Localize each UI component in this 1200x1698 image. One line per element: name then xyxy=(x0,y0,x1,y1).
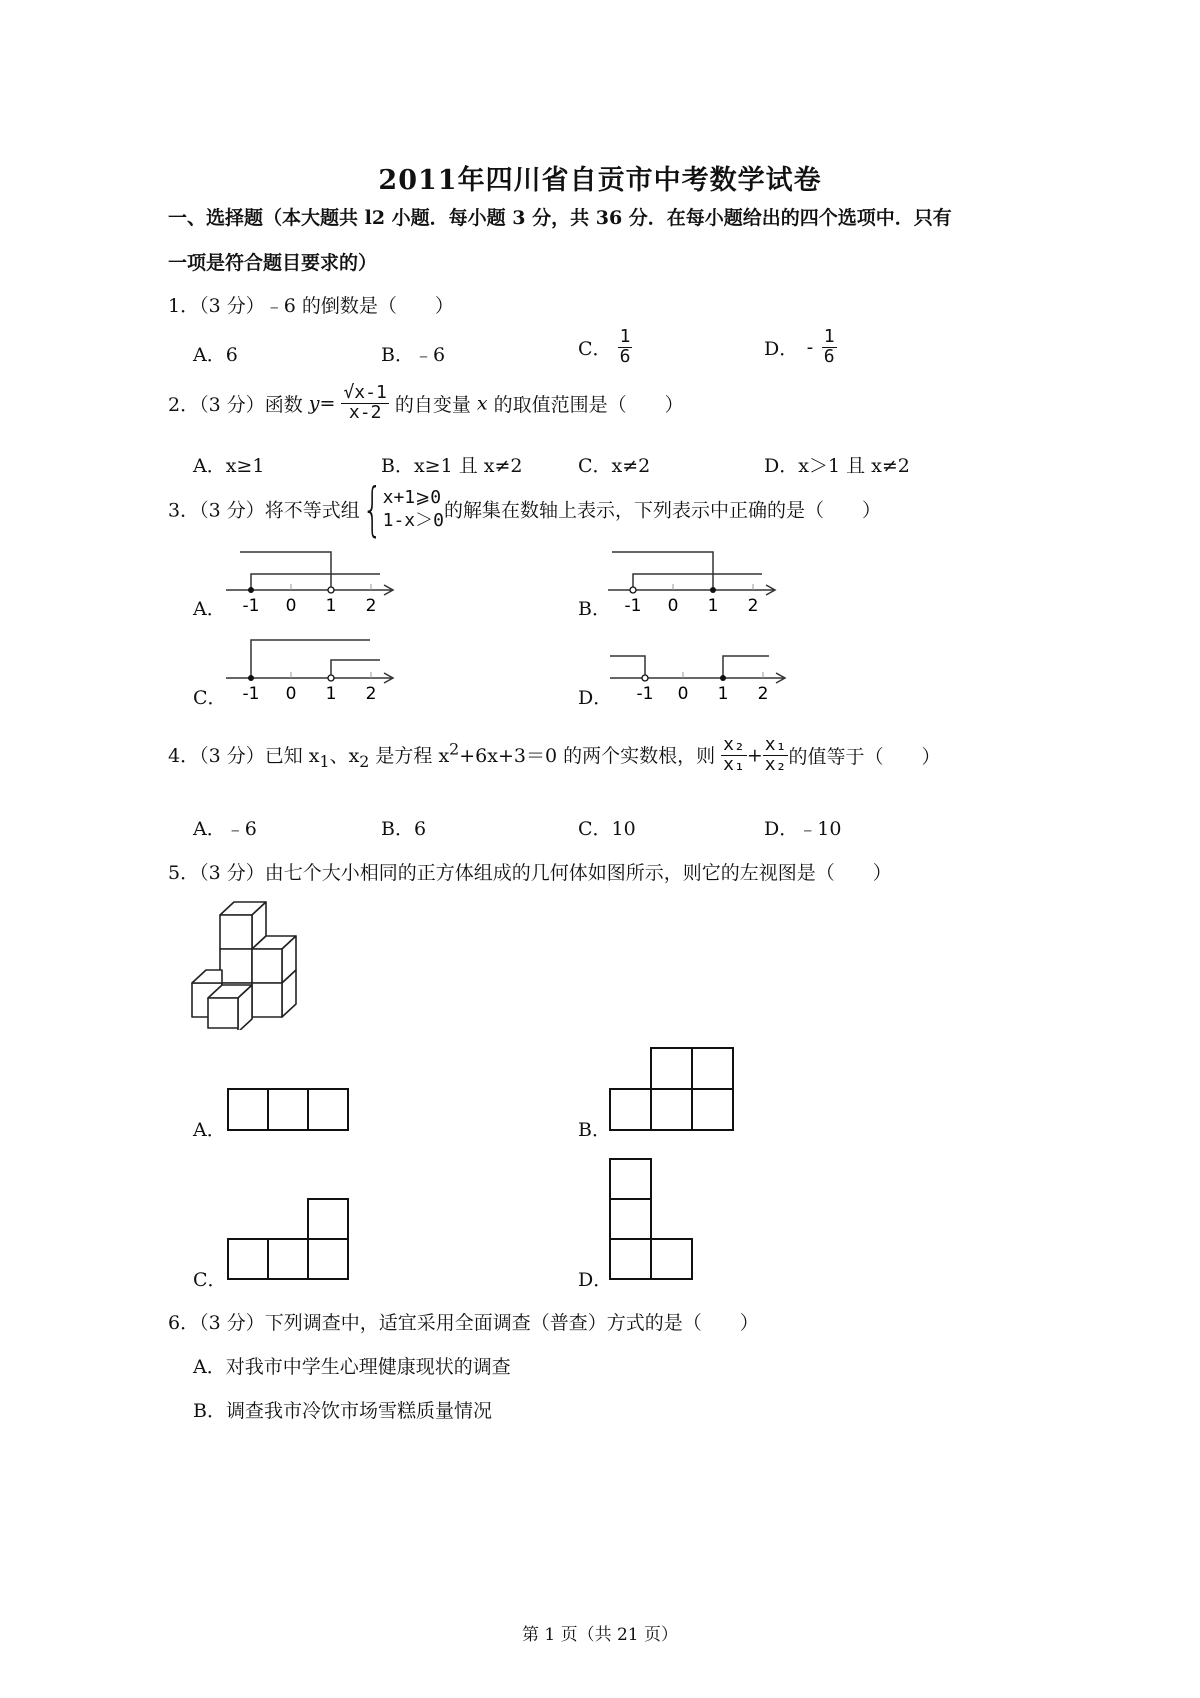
page-footer: 第 1 页（共 21 页） xyxy=(521,1625,679,1645)
tick-label: 1 xyxy=(717,684,729,704)
tick-label: 0 xyxy=(285,684,297,704)
q2-option-d: D．x＞1 且 x≠2 xyxy=(764,455,910,477)
tick-label: 1 xyxy=(325,596,337,616)
q5-stem: 5．（3 分）由七个大小相同的正方体组成的几何体如图所示，则它的左视图是（ ） xyxy=(168,862,892,884)
q3-option-a-label: A． xyxy=(193,598,226,620)
q2-option-c: C．x≠2 xyxy=(578,455,651,477)
q5-view-c xyxy=(226,1197,352,1283)
q5-view-a xyxy=(226,1087,352,1133)
q5-option-d-label: D． xyxy=(578,1269,613,1291)
q5-view-b xyxy=(608,1046,736,1134)
tick-label: 2 xyxy=(757,684,769,704)
q3-system: x+1⩾0 1-x＞0 xyxy=(382,486,444,531)
q5-option-b-label: B． xyxy=(578,1119,611,1141)
q2-stem: 2．（3 分）函数 y= $\frac{√x-1}{x-2}$ 的自变量 x 的取值范围是（ ） xyxy=(168,382,684,423)
tick-label: -1 xyxy=(242,596,260,616)
tick-label: 2 xyxy=(747,596,759,616)
q2-fraction: $\frac{√x-1}{x-2}$ xyxy=(343,382,387,423)
q2-option-a: A．x≥1 xyxy=(193,455,265,477)
tick-label: 0 xyxy=(677,684,689,704)
tick-label: 0 xyxy=(285,596,297,616)
q3-numberline-a xyxy=(220,548,400,618)
q1-stem: 1．（3 分）﹣6 的倒数是（ ） xyxy=(168,295,454,317)
tick-label: -1 xyxy=(624,596,642,616)
tick-label: 0 xyxy=(667,596,679,616)
page-title: 2011年四川省自贡市中考数学试卷 xyxy=(378,165,822,196)
q3-numberline-b xyxy=(602,548,782,618)
q5-solid-figure xyxy=(188,895,308,1030)
q1-option-d: D． - $\frac{1}{6}$ xyxy=(764,326,835,367)
q3-numberline-d xyxy=(604,636,794,706)
section-heading-cont: 一项是符合题目要求的） xyxy=(168,252,378,274)
q1-option-a: A．6 xyxy=(193,344,238,366)
q4-option-b: B．6 xyxy=(381,818,427,840)
q5-option-a-label: A． xyxy=(193,1119,226,1141)
q3-option-d-label: D． xyxy=(578,687,613,709)
q4-option-c: C．10 xyxy=(578,818,636,840)
q5-view-d xyxy=(608,1157,696,1283)
q3-numberline-c xyxy=(220,636,400,706)
tick-label: -1 xyxy=(242,684,260,704)
q4-stem: 4．（3 分）已知 $x_1$、$x_2$ 是方程 $x^2+6x+3=0$ 的两个实数根，则 $\frac{\text{x₂}}{\text{x₁}}$ + $\frac{\text{x₁}}{\text{x₂}}$ 的值等于（ ） xyxy=(168,734,941,775)
q5-option-c-label: C． xyxy=(193,1269,227,1291)
tick-label: -1 xyxy=(636,684,654,704)
q4-option-d: D．﹣10 xyxy=(764,818,842,840)
q4-option-a: A．﹣6 xyxy=(193,818,257,840)
q3-stem: 3．（3 分）将不等式组{x+1⩾0 1-x＞0的解集在数轴上表示，下列表示中正确的是（ ） xyxy=(168,475,881,543)
q1-option-b: B．﹣6 xyxy=(381,344,446,366)
q2-option-b: B．x≥1 且 x≠2 xyxy=(381,455,523,477)
q6-option-a: A．对我市中学生心理健康现状的调查 xyxy=(193,1356,511,1378)
q6-option-b: B．调查我市冷饮市场雪糕质量情况 xyxy=(193,1400,492,1422)
q1-option-c: C． $\frac{1}{6}$ xyxy=(578,326,631,367)
q3-option-c-label: C． xyxy=(193,687,227,709)
q3-option-b-label: B． xyxy=(578,598,611,620)
q6-stem: 6．（3 分）下列调查中，适宜采用全面调查（普查）方式的是（ ） xyxy=(168,1312,759,1334)
section-heading: 一、选择题（本大题共 l2 小题．每小题 3 分，共 36 分．在每小题给出的四个选项中．只有 xyxy=(168,207,952,229)
tick-label: 1 xyxy=(707,596,719,616)
tick-label: 1 xyxy=(325,684,337,704)
tick-label: 2 xyxy=(365,596,377,616)
tick-label: 2 xyxy=(365,684,377,704)
